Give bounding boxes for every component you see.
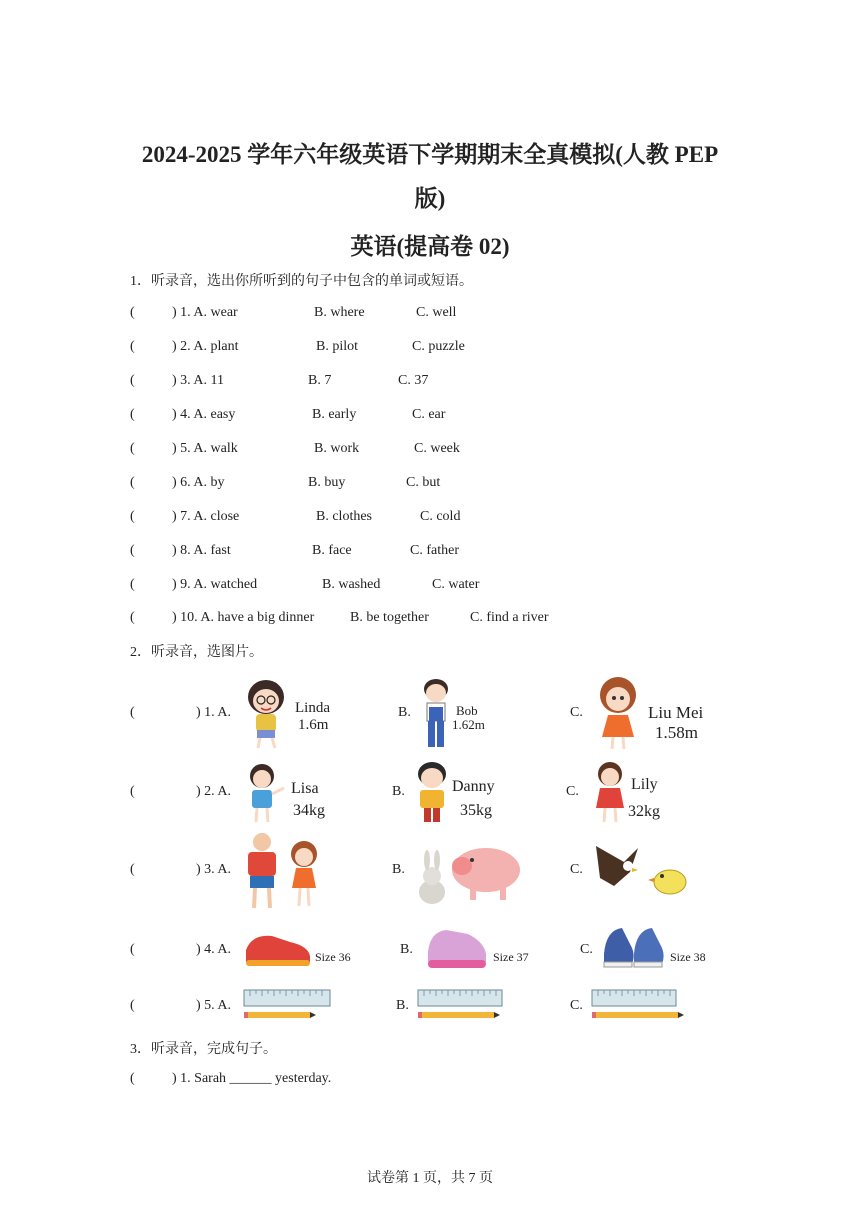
lisa-weight: 34kg <box>293 802 325 819</box>
option-label: C. <box>580 942 593 957</box>
option-a: ) 6. A. by <box>172 475 225 490</box>
answer-paren[interactable]: ( <box>130 942 135 957</box>
option-label: ) 2. A. <box>196 784 231 799</box>
page-title: 2024-2025 学年六年级英语下学期期末全真模拟(人教 PEP <box>141 142 719 167</box>
option-label: ) 3. A. <box>196 862 231 877</box>
answer-paren[interactable]: ( <box>130 509 135 524</box>
answer-paren[interactable]: ( <box>130 610 135 625</box>
pink-sneaker-icon <box>422 924 492 972</box>
option-c: C. puzzle <box>412 339 465 354</box>
lily-weight: 32kg <box>628 803 660 820</box>
linda-height: 1.6m <box>298 717 329 733</box>
red-sneaker-icon <box>242 928 314 970</box>
option-a: ) 5. A. walk <box>172 441 238 456</box>
picture-question-2 <box>130 758 730 838</box>
option-b: B. where <box>314 305 365 320</box>
option-b: B. face <box>312 543 352 558</box>
option-c: C. but <box>406 475 441 490</box>
danny-weight: 35kg <box>460 802 492 819</box>
option-a: ) 1. A. wear <box>172 305 238 320</box>
option-label: B. <box>398 705 411 720</box>
answer-paren[interactable]: ( <box>130 339 135 354</box>
answer-paren[interactable]: ( <box>130 407 135 422</box>
option-c: C. ear <box>412 407 446 422</box>
boy-danny-icon <box>414 760 450 826</box>
option-b: B. be together <box>350 610 429 625</box>
answer-paren[interactable]: ( <box>130 577 135 592</box>
option-label: C. <box>566 784 579 799</box>
answer-paren[interactable]: ( <box>130 705 135 720</box>
option-a: ) 7. A. close <box>172 509 240 524</box>
ruler-and-pencil-icon <box>418 990 508 1022</box>
option-label: C. <box>570 862 583 877</box>
blue-sneakers-icon <box>600 924 668 972</box>
option-c: C. father <box>410 543 459 558</box>
ruler-and-long-pencil-icon <box>244 990 334 1022</box>
linda-name: Linda <box>295 700 330 716</box>
option-c: C. cold <box>420 509 461 524</box>
option-b: B. 7 <box>308 373 332 388</box>
question-row <box>130 339 730 359</box>
option-label: ) 1. A. <box>196 705 231 720</box>
girl-lily-icon <box>592 760 628 826</box>
page-subtitle: 英语(提高卷 02) <box>350 234 510 259</box>
answer-paren[interactable]: ( <box>130 475 135 490</box>
option-b: B. early <box>312 407 357 422</box>
eagle-and-bird-icon <box>594 838 690 904</box>
option-label: ) 4. A. <box>196 942 231 957</box>
picture-question-3 <box>130 832 730 912</box>
option-c: C. find a river <box>470 610 549 625</box>
page-footer: 试卷第 1 页，共 7 页 <box>367 1171 493 1186</box>
option-a: ) 4. A. easy <box>172 407 236 422</box>
option-c: C. 37 <box>398 373 429 388</box>
lisa-name: Lisa <box>291 780 319 797</box>
question-row <box>130 577 730 597</box>
question-row <box>130 373 730 393</box>
option-a: ) 3. A. 11 <box>172 373 224 388</box>
section2-heading: 2．听录音，选图片。 <box>130 645 263 660</box>
option-b: B. buy <box>308 475 346 490</box>
size-38-label: Size 38 <box>670 950 706 964</box>
ruler-and-longest-pencil-icon <box>592 990 686 1022</box>
option-label: C. <box>570 998 583 1013</box>
danny-name: Danny <box>452 778 495 795</box>
option-b: B. washed <box>322 577 381 592</box>
answer-paren[interactable]: ( <box>130 373 135 388</box>
answer-paren[interactable]: ( <box>130 441 135 456</box>
option-a: ) 9. A. watched <box>172 577 258 592</box>
option-label: B. <box>392 862 405 877</box>
question-row <box>130 407 730 427</box>
liu-mei-name: Liu Mei <box>648 703 704 722</box>
option-label: B. <box>396 998 409 1013</box>
question-row <box>130 441 730 461</box>
rabbit-and-pig-icon <box>412 836 524 908</box>
question-row <box>130 610 730 630</box>
lily-name: Lily <box>631 776 658 793</box>
answer-paren[interactable]: ( <box>130 862 135 877</box>
option-b: B. clothes <box>316 509 372 524</box>
girl-linda-icon <box>242 677 292 749</box>
man-and-girl-icon <box>242 832 328 912</box>
question-row <box>130 475 730 495</box>
option-a: ) 8. A. fast <box>172 543 231 558</box>
option-c: C. well <box>416 305 457 320</box>
option-c: C. water <box>432 577 480 592</box>
boy-bob-icon <box>418 677 454 751</box>
answer-paren[interactable]: ( <box>130 784 135 799</box>
answer-paren[interactable]: ( <box>130 543 135 558</box>
question-row <box>130 543 730 563</box>
picture-question-1 <box>130 675 730 755</box>
bob-name: Bob <box>456 703 478 718</box>
option-a: ) 2. A. plant <box>172 339 239 354</box>
bob-height: 1.62m <box>452 717 485 732</box>
question-row <box>130 305 730 325</box>
girl-liu-mei-icon <box>594 675 642 751</box>
page-title-cont: 版) <box>414 186 446 211</box>
answer-paren[interactable]: ( <box>130 305 135 320</box>
question-row <box>130 509 730 529</box>
option-b: B. work <box>314 441 360 456</box>
option-b: B. pilot <box>316 339 359 354</box>
liu-mei-height: 1.58m <box>655 723 698 742</box>
question-text: ) 1. Sarah ______ yesterday. <box>172 1071 332 1086</box>
option-label: ) 5. A. <box>196 998 231 1013</box>
size-36-label: Size 36 <box>315 950 351 964</box>
girl-lisa-icon <box>244 762 286 826</box>
size-37-label: Size 37 <box>493 950 529 964</box>
picture-question-5 <box>130 990 730 1070</box>
option-c: C. week <box>414 441 460 456</box>
answer-paren[interactable]: ( <box>130 1071 135 1086</box>
option-a: ) 10. A. have a big dinner <box>172 610 315 625</box>
section3-heading: 3．听录音，完成句子。 <box>130 1042 277 1057</box>
option-label: B. <box>392 784 405 799</box>
option-label: B. <box>400 942 413 957</box>
section1-heading: 1．听录音，选出你所听到的句子中包含的单词或短语。 <box>130 274 473 289</box>
answer-paren[interactable]: ( <box>130 998 135 1013</box>
option-label: C. <box>570 705 583 720</box>
